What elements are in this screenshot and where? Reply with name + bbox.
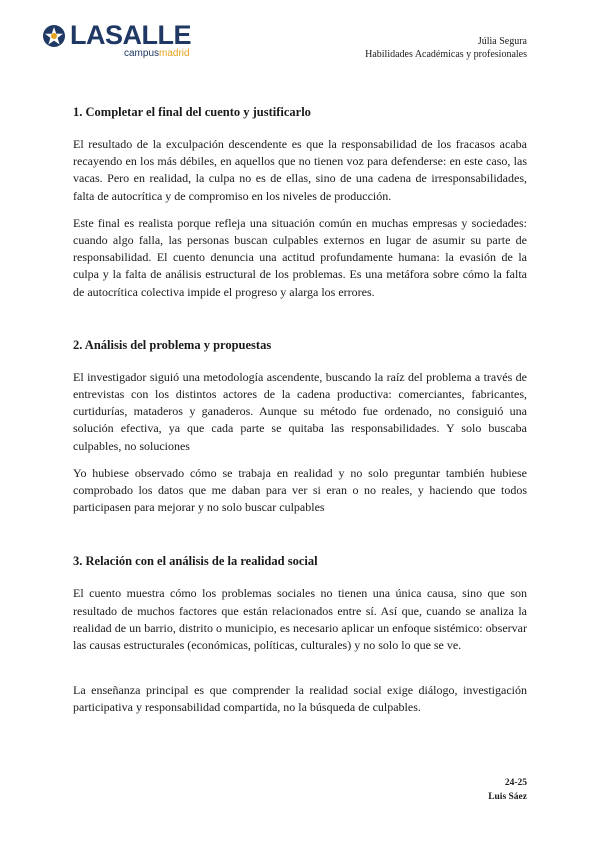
logo-sub-campus: campus: [124, 48, 160, 59]
document-body: [73, 104, 527, 727]
lasalle-star-icon: [42, 24, 66, 48]
footer: [488, 776, 527, 804]
lasalle-logo: [42, 20, 202, 64]
section-3-paragraph-2: La enseñanza principal es que comprender la realidad social exige diálogo, investigación participativa y responsabilidad compartida, no la búsqueda de culpables.: [73, 683, 527, 715]
header-author: Júlia Segura: [477, 36, 527, 47]
logo-wordmark: LASALLE: [70, 20, 191, 50]
footer-name: Luis Sáez: [488, 792, 527, 802]
section-1-paragraph-1: El resultado de la exculpación descendente es que la responsabilidad de los fracasos acaba recayendo en los más débiles, en aquellos que no tienen voz para defenderse: en este caso, las vacas. Pero en realidad, la culpa no es de ellas, sino de una cadena de irresponsabilidades, falta de autocrítica y de compromiso en los niveles de producción.: [73, 137, 527, 203]
header-info: [365, 35, 527, 61]
section-1-title: 1. Completar el final del cuento y justificarlo: [73, 105, 311, 119]
section-1-paragraph-2: Este final es realista porque refleja una situación común en muchas empresas y sociedades: cuando algo falla, las personas buscan culpables externos en lugar de asumir su parte de responsabilidad. El cuento denuncia una actitud profundamente humana: la evasión de la culpa y la falta de análisis estructural de los problemas. Es una metáfora sobre cómo la falta de autocrítica colectiva impide el progreso y alarga los errores.: [73, 215, 527, 299]
footer-year: 24-25: [504, 778, 527, 788]
section-3-title: 3. Relación con el análisis de la realidad social: [73, 554, 318, 569]
logo-subtitle: [124, 48, 190, 60]
section-2-title: 2. Análisis del problema y propuestas: [73, 337, 272, 352]
logo-sub-madrid: madrid: [159, 48, 190, 59]
section-2-paragraph-1: El investigador siguió una metodología ascendente, buscando la raíz del problema a través de entrevistas con los distintos actores de la cadena productiva: comerciantes, fabricantes, curtidurías, mataderos y ganaderos. Aunque su método fue ordenado, no consiguió una solución efectiva, ya que cada parte se quitaba las responsabilidades. Y solo buscaba culpables, no soluciones: [73, 369, 527, 453]
section-2-paragraph-2: Yo hubiese observado cómo se trabaja en realidad y no solo preguntar también hubiese comprobado los datos que me daban para ver si eran o no reales, y haciendo que todos participasen para mejorar y no solo buscar culpables: [73, 465, 527, 515]
header-course: Habilidades Académicas y profesionales: [365, 49, 527, 60]
section-3-paragraph-1: El cuento muestra cómo los problemas sociales no tienen una única causa, sino que son resultado de muchos factores que están relacionados entre sí. Así que, cuando se analiza la realidad de un barrio, distrito o municipio, es necesario aplicar un enfoque sistémico: observar las causas estructurales (económicas, políticas, culturales) y no solo lo que se ve.: [73, 586, 527, 653]
